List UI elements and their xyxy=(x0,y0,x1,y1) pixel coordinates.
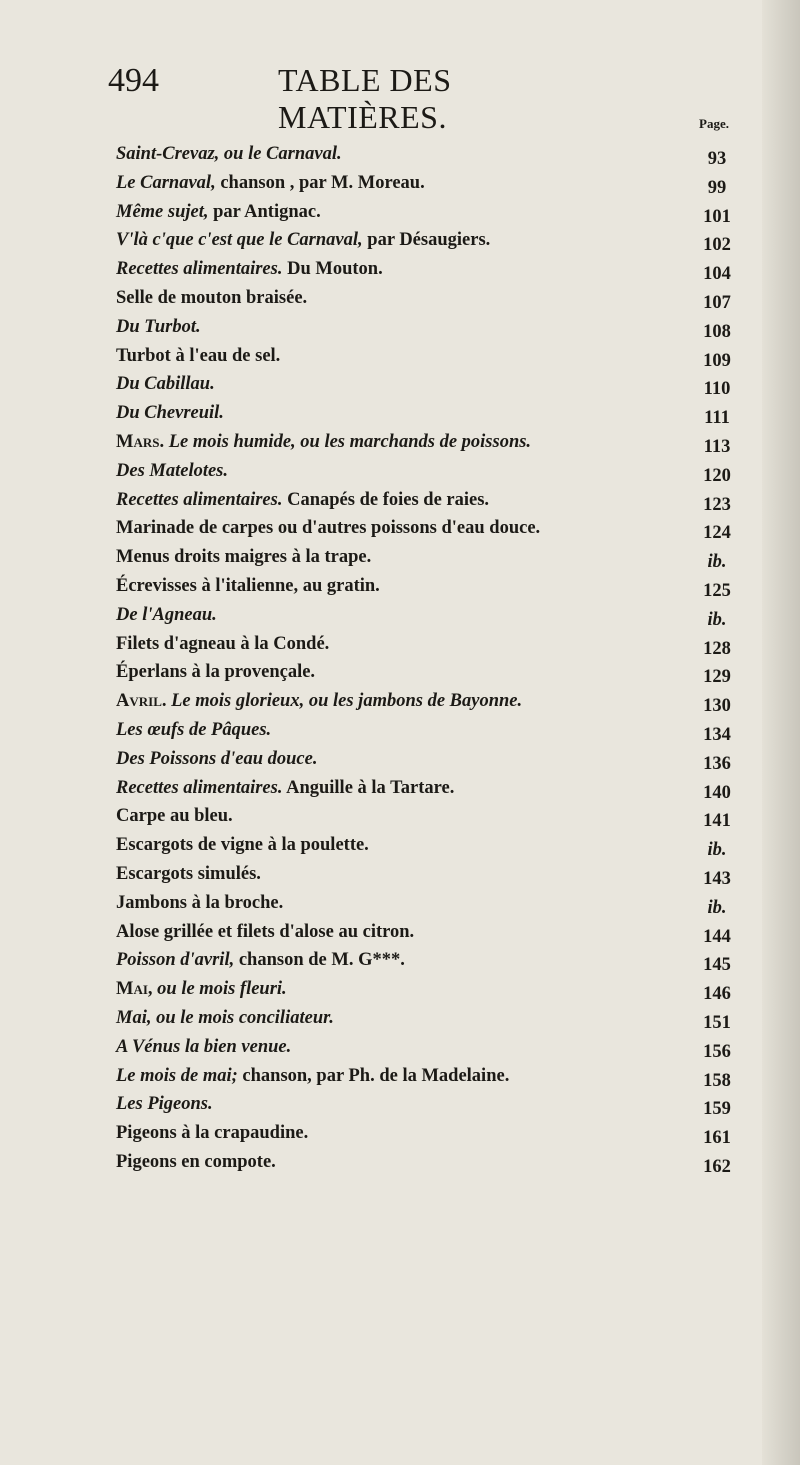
toc-entry-title xyxy=(116,543,371,572)
toc-entry-italic: Des Poissons d'eau douce. xyxy=(116,748,318,769)
toc-entry-page: 110 xyxy=(703,379,731,400)
toc-entry xyxy=(116,745,742,774)
toc-entry-page: 111 xyxy=(704,408,730,429)
toc-entry-page: 104 xyxy=(703,264,731,285)
toc-entry-italic: Recettes alimentaires. xyxy=(116,777,283,798)
toc-entry xyxy=(116,802,742,831)
toc-entry-text: Du Mouton. xyxy=(282,259,383,280)
toc-entry-page: ib. xyxy=(707,840,727,861)
toc-entry-title xyxy=(116,1148,276,1177)
toc-entry xyxy=(116,169,742,198)
toc-entry-title xyxy=(116,313,201,342)
page-header xyxy=(108,62,608,135)
toc-entry-title xyxy=(116,1062,509,1091)
toc-entry-italic: Les Pigeons. xyxy=(116,1094,213,1115)
toc-entry-title xyxy=(116,284,307,313)
toc-entry-title xyxy=(116,658,315,687)
toc-entry-italic: A Vénus la bien venue. xyxy=(116,1036,292,1057)
toc-entry-page: ib. xyxy=(707,609,727,630)
toc-entry-text: chanson de M. G***. xyxy=(234,950,405,971)
toc-entry-italic: Du Cabillau. xyxy=(116,374,215,395)
toc-entry-title xyxy=(116,774,454,803)
toc-entry-text: Jambons à la broche. xyxy=(116,892,284,913)
toc-entry xyxy=(116,918,742,947)
toc-entry-text: Alose grillée et filets d'alose au citron. xyxy=(116,921,415,942)
toc-entry-text: Marinade de carpes ou d'autres poissons d'eau douce. xyxy=(116,518,541,539)
toc-entry-text: Turbot à l'eau de sel. xyxy=(116,345,281,366)
toc-entry-title xyxy=(116,486,489,515)
toc-entry-page: 125 xyxy=(703,580,731,601)
toc-entry-title xyxy=(116,457,228,486)
toc-entry xyxy=(116,1119,742,1148)
toc-entry xyxy=(116,860,742,889)
toc-entry-title xyxy=(116,1004,334,1033)
table-of-contents xyxy=(116,140,742,1177)
toc-entry-page: 144 xyxy=(703,926,731,947)
toc-entry-page: ib. xyxy=(707,897,727,918)
toc-entry-page: 113 xyxy=(703,436,731,457)
toc-entry-text: Selle de mouton braisée. xyxy=(116,287,308,308)
toc-entry-page: 93 xyxy=(707,149,727,169)
toc-entry-italic: Le mois humide, ou les marchands de poissons. xyxy=(164,431,532,452)
toc-entry-italic: Des Matelotes. xyxy=(116,460,229,481)
toc-entry xyxy=(116,399,742,428)
toc-entry-title xyxy=(116,428,531,457)
toc-entry-italic: Du Turbot. xyxy=(116,316,201,337)
toc-entry-title xyxy=(116,140,342,169)
toc-entry-text: chanson , par M. Moreau. xyxy=(215,172,425,193)
toc-entry-page: 146 xyxy=(703,984,731,1005)
toc-entry-italic: Le Carnaval, xyxy=(116,172,216,193)
toc-entry-italic: Recettes alimentaires. xyxy=(116,259,283,280)
toc-entry-page: 145 xyxy=(703,955,731,976)
toc-entry-italic: Recettes alimentaires. xyxy=(116,489,283,510)
toc-entry-text: chanson, par Ph. de la Madelaine. xyxy=(237,1065,510,1086)
toc-entry-page: 124 xyxy=(703,523,731,544)
toc-entry-page: ib. xyxy=(707,552,727,573)
toc-entry-title xyxy=(116,745,317,774)
toc-entry-page: 109 xyxy=(703,350,731,371)
page-column-label: Page. xyxy=(699,116,729,131)
toc-entry-month: Mai, xyxy=(116,979,153,1000)
toc-entry-text: par Désaugiers. xyxy=(362,230,491,251)
toc-entry-title xyxy=(116,255,383,284)
toc-entry-title xyxy=(116,831,369,860)
toc-entry-page: 99 xyxy=(707,177,727,198)
toc-entry-text: par Antignac. xyxy=(208,201,321,222)
toc-entry-title xyxy=(116,630,329,659)
page-edge-shadow xyxy=(762,0,800,1465)
toc-entry xyxy=(116,1062,742,1091)
toc-entry-text: Carpe au bleu. xyxy=(116,806,233,827)
toc-entry xyxy=(116,630,742,659)
toc-entry xyxy=(116,226,742,255)
toc-entry-title xyxy=(116,1119,308,1148)
toc-entry-page: 123 xyxy=(703,494,731,515)
toc-entry-italic: Du Chevreuil. xyxy=(116,403,224,424)
toc-entry xyxy=(116,1004,742,1033)
toc-entry-title xyxy=(116,802,233,831)
toc-entry-italic: De l'Agneau. xyxy=(116,604,217,625)
toc-entry-italic: Saint-Crevaz, ou le Carnaval. xyxy=(116,144,342,164)
toc-entry-title xyxy=(116,860,261,889)
toc-entry xyxy=(116,255,742,284)
toc-entry-page: 136 xyxy=(703,753,731,774)
toc-entry-page: 140 xyxy=(703,782,731,803)
toc-entry-title xyxy=(116,169,425,198)
toc-entry-text: Filets d'agneau à la Condé. xyxy=(116,633,330,654)
toc-entry xyxy=(116,687,742,716)
toc-entry xyxy=(116,889,742,918)
running-title: TABLE DES MATIÈRES. xyxy=(278,62,452,135)
toc-entry xyxy=(116,140,742,169)
toc-entry-page: 128 xyxy=(703,638,731,659)
toc-entry-page: 156 xyxy=(703,1041,731,1062)
toc-entry-italic: Mai, ou le mois conciliateur. xyxy=(116,1007,334,1028)
toc-entry-title xyxy=(116,889,283,918)
toc-entry-text: Pigeons à la crapaudine. xyxy=(116,1123,309,1144)
toc-entry-title xyxy=(116,198,321,227)
toc-entry-italic: ou le mois fleuri. xyxy=(152,979,287,1000)
toc-entry-title xyxy=(116,946,405,975)
toc-entry-page: 159 xyxy=(703,1099,731,1120)
toc-entry xyxy=(116,1090,742,1119)
toc-entry xyxy=(116,514,742,543)
toc-entry-title xyxy=(116,370,215,399)
toc-entry xyxy=(116,716,742,745)
toc-entry-page: 102 xyxy=(703,235,731,256)
toc-entry xyxy=(116,975,742,1004)
toc-entry-page: 158 xyxy=(703,1070,731,1091)
toc-entry-text: Écrevisses à l'italienne, au gratin. xyxy=(116,575,380,596)
toc-entry xyxy=(116,543,742,572)
toc-entry-page: 143 xyxy=(703,868,731,889)
toc-entry xyxy=(116,601,742,630)
toc-entry xyxy=(116,1033,742,1062)
toc-entry-page: 129 xyxy=(703,667,731,688)
toc-entry-page: 101 xyxy=(703,206,731,227)
toc-entry-title xyxy=(116,687,522,716)
toc-entry-page: 134 xyxy=(703,724,731,745)
toc-entry-page: 108 xyxy=(703,321,731,342)
toc-entry-page: 130 xyxy=(703,696,731,717)
toc-entry xyxy=(116,486,742,515)
toc-entry xyxy=(116,457,742,486)
toc-entry-italic: Poisson d'avril, xyxy=(116,950,235,971)
toc-entry-title xyxy=(116,918,414,947)
toc-entry xyxy=(116,774,742,803)
toc-entry xyxy=(116,342,742,371)
toc-entry xyxy=(116,370,742,399)
toc-entry xyxy=(116,198,742,227)
toc-entry-text: Canapés de foies de raies. xyxy=(282,489,490,510)
toc-entry-italic: Même sujet, xyxy=(116,201,209,222)
toc-entry-month: Avril. xyxy=(116,691,167,712)
page-number: 494 xyxy=(108,62,159,99)
toc-entry-text: Menus droits maigres à la trape. xyxy=(116,547,372,568)
toc-entry-title xyxy=(116,572,380,601)
toc-entry-text: Pigeons en compote. xyxy=(116,1151,276,1172)
toc-entry-page: 161 xyxy=(703,1128,731,1149)
toc-entry-title xyxy=(116,716,271,745)
toc-entry-page: 107 xyxy=(703,292,731,313)
toc-entry-text: Anguille à la Tartare. xyxy=(282,777,455,798)
toc-entry-text: Escargots de vigne à la poulette. xyxy=(116,835,369,856)
toc-entry-page: 151 xyxy=(703,1012,731,1033)
toc-entry-page: 120 xyxy=(703,465,731,486)
toc-entry-page: 141 xyxy=(703,811,731,832)
toc-entry-italic: Le mois glorieux, ou les jambons de Bayonne. xyxy=(166,691,523,712)
toc-entry xyxy=(116,572,742,601)
toc-entry-text: Escargots simulés. xyxy=(116,863,261,884)
toc-entry-italic: V'là c'que c'est que le Carnaval, xyxy=(116,230,363,251)
toc-entry-italic: Les œufs de Pâques. xyxy=(116,719,272,740)
toc-entry xyxy=(116,831,742,860)
toc-entry-text: Éperlans à la provençale. xyxy=(116,662,316,683)
toc-entry xyxy=(116,428,742,457)
toc-entry xyxy=(116,946,742,975)
toc-entry xyxy=(116,313,742,342)
toc-entry xyxy=(116,658,742,687)
toc-entry-page: 162 xyxy=(703,1156,731,1177)
toc-entry xyxy=(116,284,742,313)
toc-entry-title xyxy=(116,226,490,255)
toc-entry-title xyxy=(116,975,287,1004)
toc-entry-title xyxy=(116,1033,291,1062)
toc-entry xyxy=(116,1148,742,1177)
toc-entry-title xyxy=(116,1090,213,1119)
toc-entry-month: Mars. xyxy=(116,431,165,452)
toc-entry-title xyxy=(116,601,217,630)
toc-entry-italic: Le mois de mai; xyxy=(116,1065,238,1086)
toc-entry-title xyxy=(116,514,540,543)
toc-entry-title xyxy=(116,342,280,371)
toc-entry-title xyxy=(116,399,224,428)
